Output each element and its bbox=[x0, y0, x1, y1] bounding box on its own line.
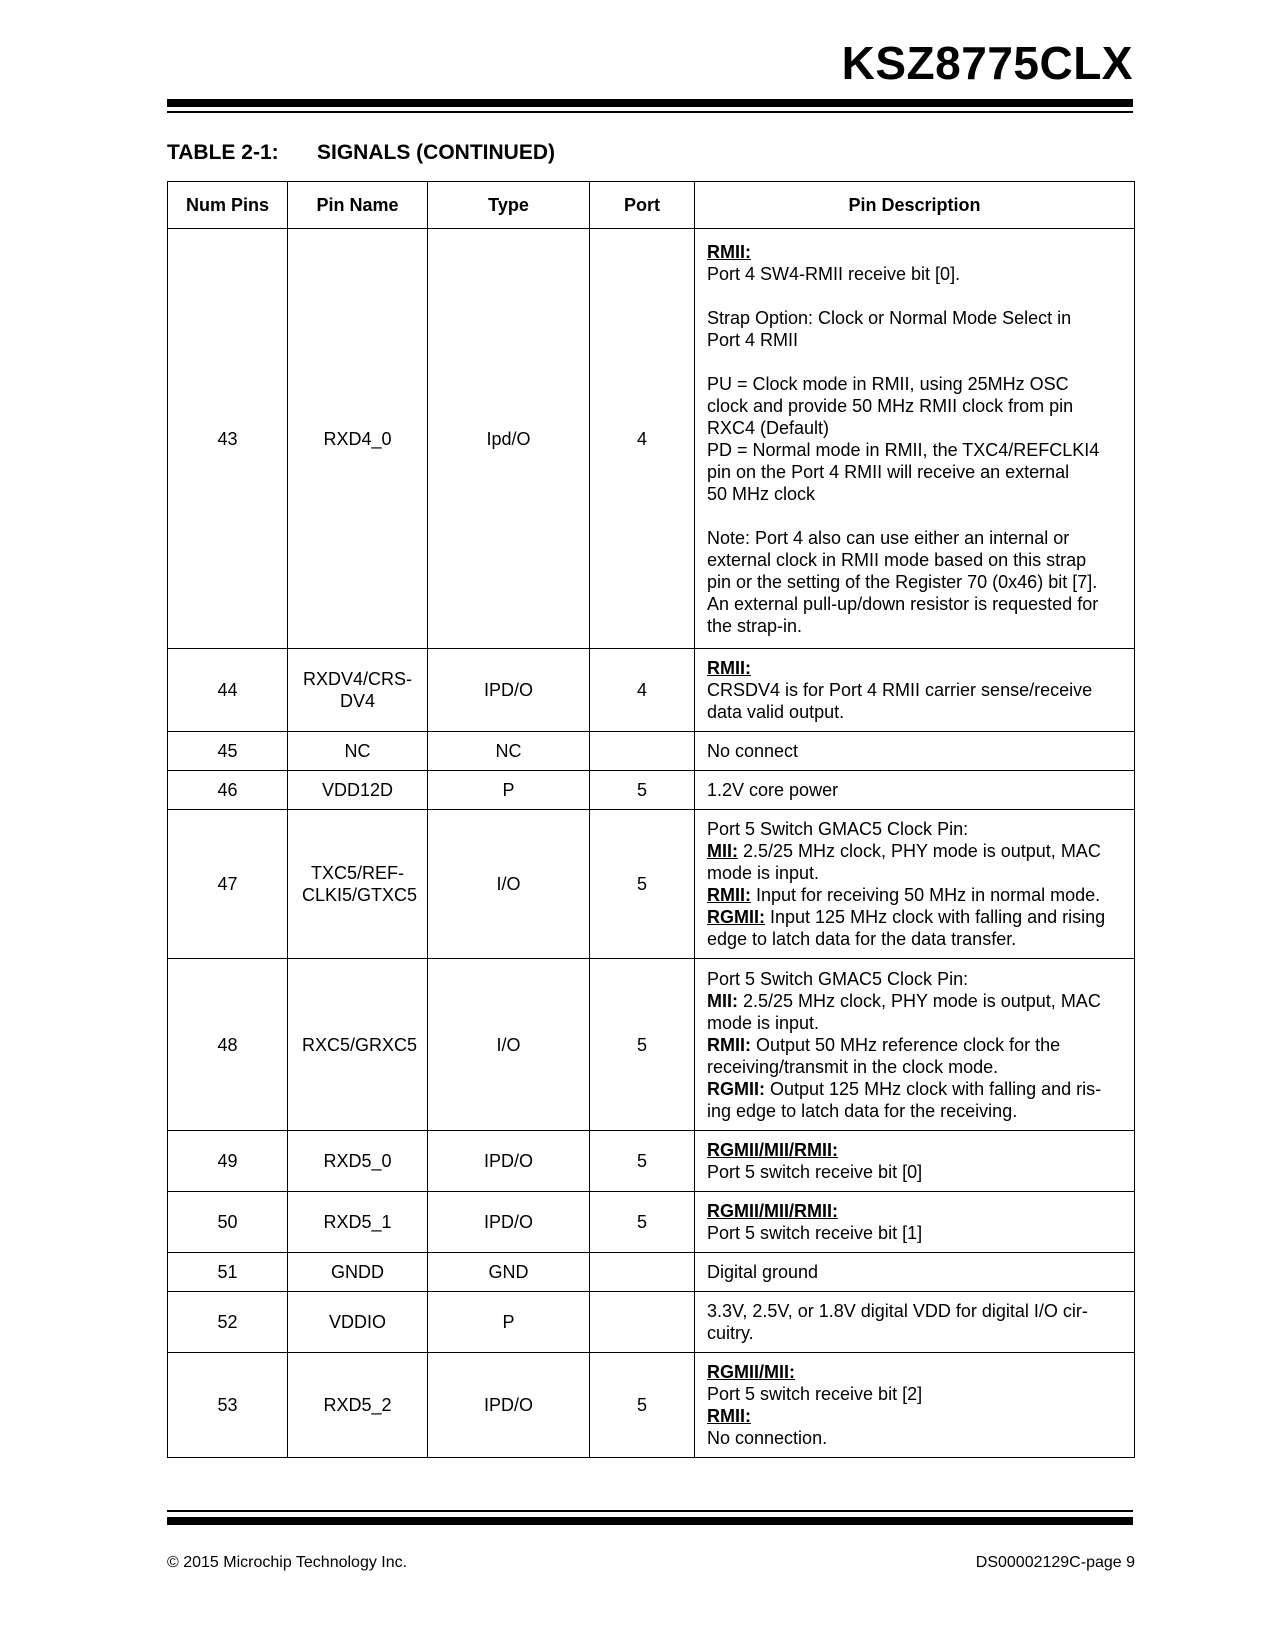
interface-label: RGMII: bbox=[707, 907, 765, 927]
port-cell bbox=[590, 1253, 695, 1292]
description-line: No connection. bbox=[707, 1428, 828, 1448]
description-line: external clock in RMII mode based on this strap bbox=[707, 549, 1087, 570]
pin-name-cell: TXC5/REF-CLKI5/GTXC5 bbox=[288, 810, 428, 959]
pin-name-cell: RXD5_0 bbox=[288, 1131, 428, 1192]
description-line: Port 5 switch receive bit [1] bbox=[707, 1223, 923, 1243]
description-line: No connect bbox=[707, 741, 799, 761]
description-text: Output 125 MHz clock with falling and ris- bbox=[765, 1078, 1102, 1099]
interface-label: MII: bbox=[707, 841, 738, 861]
pin-number-cell: 51 bbox=[168, 1253, 288, 1292]
table-row bbox=[168, 1131, 1135, 1192]
description-line: receiving/transmit in the clock mode. bbox=[707, 1056, 999, 1077]
document-title: KSZ8775CLX bbox=[841, 37, 1133, 89]
description-paragraph bbox=[707, 241, 1124, 285]
pin-description-cell bbox=[695, 959, 1135, 1131]
pin-type-cell: IPD/O bbox=[428, 1131, 590, 1192]
pin-name-cell: RXD4_0 bbox=[288, 229, 428, 649]
pin-name-cell: GNDD bbox=[288, 1253, 428, 1292]
table-row bbox=[168, 1192, 1135, 1253]
table-row bbox=[168, 959, 1135, 1131]
description-paragraph bbox=[707, 884, 1124, 906]
pin-name-cell: VDD12D bbox=[288, 771, 428, 810]
table-row bbox=[168, 1292, 1135, 1353]
description-line: 50 MHz clock bbox=[707, 483, 816, 504]
description-line: Port 5 Switch GMAC5 Clock Pin: bbox=[707, 968, 969, 989]
interface-label: RGMII/MII/RMII: bbox=[707, 1201, 838, 1221]
column-header-pin-name: Pin Name bbox=[288, 182, 428, 229]
port-cell: 5 bbox=[590, 1353, 695, 1458]
description-line: edge to latch data for the data transfer. bbox=[707, 929, 1017, 949]
pin-description-cell bbox=[695, 1292, 1135, 1353]
pin-description-cell bbox=[695, 810, 1135, 959]
description-paragraph bbox=[707, 1405, 1124, 1449]
pin-number-cell: 49 bbox=[168, 1131, 288, 1192]
description-line: PU = Clock mode in RMII, using 25MHz OSC bbox=[707, 373, 1069, 394]
description-line: PD = Normal mode in RMII, the TXC4/REFCLKI4 bbox=[707, 439, 1100, 460]
description-line: Port 4 SW4-RMII receive bit [0]. bbox=[707, 263, 961, 284]
description-line: Port 5 switch receive bit [0] bbox=[707, 1162, 923, 1182]
description-paragraph bbox=[707, 968, 1124, 990]
interface-label: RGMII/MII: bbox=[707, 1362, 795, 1382]
pin-name-cell: RXD5_1 bbox=[288, 1192, 428, 1253]
description-line: 3.3V, 2.5V, or 1.8V digital VDD for digital I/O cir- bbox=[707, 1301, 1088, 1321]
table-row bbox=[168, 1353, 1135, 1458]
port-cell bbox=[590, 1292, 695, 1353]
pin-number-cell: 47 bbox=[168, 810, 288, 959]
pin-type-cell: IPD/O bbox=[428, 1192, 590, 1253]
pin-type-cell: I/O bbox=[428, 810, 590, 959]
pin-number-cell: 44 bbox=[168, 649, 288, 732]
description-paragraph bbox=[707, 840, 1124, 884]
footer-copyright: © 2015 Microchip Technology Inc. bbox=[167, 1554, 408, 1571]
description-line: 1.2V core power bbox=[707, 780, 839, 800]
table-row bbox=[168, 732, 1135, 771]
interface-label: RMII: bbox=[707, 1406, 751, 1426]
description-text: 2.5/25 MHz clock, PHY mode is output, MAC bbox=[738, 841, 1101, 861]
table-header-row bbox=[168, 182, 1135, 229]
port-cell: 5 bbox=[590, 771, 695, 810]
description-text: Output 50 MHz reference clock for the bbox=[751, 1034, 1061, 1055]
table-number: TABLE 2-1: bbox=[167, 141, 279, 164]
description-line: mode is input. bbox=[707, 1012, 820, 1033]
pin-number-cell: 43 bbox=[168, 229, 288, 649]
column-header-num-pins: Num Pins bbox=[168, 182, 288, 229]
description-line: CRSDV4 is for Port 4 RMII carrier sense/receive bbox=[707, 680, 1093, 700]
pin-number-cell: 52 bbox=[168, 1292, 288, 1353]
description-paragraph bbox=[707, 1361, 1124, 1405]
table-row bbox=[168, 649, 1135, 732]
port-cell: 5 bbox=[590, 810, 695, 959]
description-line: Strap Option: Clock or Normal Mode Select in bbox=[707, 307, 1072, 328]
description-paragraph bbox=[707, 439, 1124, 505]
description-paragraph bbox=[707, 657, 1124, 723]
pin-description-cell bbox=[695, 229, 1135, 649]
pin-type-cell: P bbox=[428, 1292, 590, 1353]
description-text: 2.5/25 MHz clock, PHY mode is output, MAC bbox=[738, 990, 1101, 1011]
description-paragraph bbox=[707, 779, 1124, 801]
pin-number-cell: 50 bbox=[168, 1192, 288, 1253]
description-paragraph bbox=[707, 307, 1124, 351]
pin-number-cell: 48 bbox=[168, 959, 288, 1131]
pin-number-cell: 53 bbox=[168, 1353, 288, 1458]
description-line: the strap-in. bbox=[707, 615, 803, 636]
interface-label: RMII: bbox=[707, 885, 751, 905]
description-paragraph bbox=[707, 1200, 1124, 1244]
description-line: An external pull-up/down resistor is requested for bbox=[707, 593, 1099, 614]
port-cell: 4 bbox=[590, 649, 695, 732]
pin-type-cell: GND bbox=[428, 1253, 590, 1292]
footer-rule-thin bbox=[167, 1510, 1133, 1512]
header-rule-thick bbox=[167, 99, 1133, 107]
pin-name-cell: NC bbox=[288, 732, 428, 771]
pin-name-cell: RXC5/GRXC5 bbox=[288, 959, 428, 1131]
description-text: Input for receiving 50 MHz in normal mode. bbox=[751, 885, 1101, 905]
pin-number-cell: 46 bbox=[168, 771, 288, 810]
table-row bbox=[168, 1253, 1135, 1292]
pin-description-cell bbox=[695, 1253, 1135, 1292]
column-header-port: Port bbox=[590, 182, 695, 229]
pin-description-cell bbox=[695, 1131, 1135, 1192]
column-header-type: Type bbox=[428, 182, 590, 229]
table-caption bbox=[167, 141, 555, 165]
description-paragraph bbox=[707, 818, 1124, 840]
port-cell: 4 bbox=[590, 229, 695, 649]
pin-type-cell: P bbox=[428, 771, 590, 810]
interface-label: RMII: bbox=[707, 658, 751, 678]
pin-type-cell: IPD/O bbox=[428, 649, 590, 732]
table-row bbox=[168, 810, 1135, 959]
pin-description-cell bbox=[695, 1192, 1135, 1253]
table-row bbox=[168, 229, 1135, 649]
pin-type-cell: I/O bbox=[428, 959, 590, 1131]
pin-description-cell bbox=[695, 771, 1135, 810]
interface-label: RMII: bbox=[707, 241, 751, 262]
description-line: pin or the setting of the Register 70 (0x46) bit [7]. bbox=[707, 571, 1098, 592]
description-paragraph bbox=[707, 906, 1124, 950]
pin-description-cell bbox=[695, 732, 1135, 771]
pin-type-cell: NC bbox=[428, 732, 590, 771]
description-paragraph bbox=[707, 1261, 1124, 1283]
pin-description-cell bbox=[695, 649, 1135, 732]
description-line: Port 4 RMII bbox=[707, 329, 799, 350]
port-cell bbox=[590, 732, 695, 771]
pin-name-cell: VDDIO bbox=[288, 1292, 428, 1353]
description-line: ing edge to latch data for the receiving. bbox=[707, 1100, 1018, 1121]
footer-page-number: DS00002129C-page 9 bbox=[975, 1554, 1135, 1571]
description-paragraph bbox=[707, 740, 1124, 762]
header-rule-thin bbox=[167, 111, 1133, 113]
description-line: Port 5 Switch GMAC5 Clock Pin: bbox=[707, 819, 969, 839]
description-paragraph bbox=[707, 527, 1124, 637]
pin-name-cell: RXDV4/CRS-DV4 bbox=[288, 649, 428, 732]
description-paragraph bbox=[707, 1078, 1124, 1122]
interface-label: RGMII/MII/RMII: bbox=[707, 1140, 838, 1160]
description-paragraph bbox=[707, 1300, 1124, 1344]
description-paragraph bbox=[707, 1034, 1124, 1078]
port-cell: 5 bbox=[590, 1192, 695, 1253]
footer-rule-thick bbox=[167, 1517, 1133, 1525]
pin-type-cell: Ipd/O bbox=[428, 229, 590, 649]
description-line: data valid output. bbox=[707, 702, 845, 722]
port-cell: 5 bbox=[590, 959, 695, 1131]
pin-number-cell: 45 bbox=[168, 732, 288, 771]
column-header-pin-description: Pin Description bbox=[695, 182, 1135, 229]
description-line: mode is input. bbox=[707, 863, 820, 883]
description-line: clock and provide 50 MHz RMII clock from pin bbox=[707, 395, 1074, 416]
pin-type-cell: IPD/O bbox=[428, 1353, 590, 1458]
description-paragraph bbox=[707, 373, 1124, 439]
table-row bbox=[168, 771, 1135, 810]
description-line: RXC4 (Default) bbox=[707, 417, 830, 438]
interface-label: RGMII: bbox=[707, 1078, 765, 1099]
pin-description-cell bbox=[695, 1353, 1135, 1458]
description-paragraph bbox=[707, 990, 1124, 1034]
description-line: Digital ground bbox=[707, 1262, 819, 1282]
description-line: Port 5 switch receive bit [2] bbox=[707, 1384, 923, 1404]
description-line: pin on the Port 4 RMII will receive an external bbox=[707, 461, 1070, 482]
description-paragraph bbox=[707, 1139, 1124, 1183]
table-title: SIGNALS (CONTINUED) bbox=[317, 141, 555, 164]
description-line: cuitry. bbox=[707, 1323, 754, 1343]
description-text: Input 125 MHz clock with falling and rising bbox=[765, 907, 1106, 927]
interface-label: MII: bbox=[707, 990, 738, 1011]
interface-label: RMII: bbox=[707, 1034, 751, 1055]
port-cell: 5 bbox=[590, 1131, 695, 1192]
pin-name-cell: RXD5_2 bbox=[288, 1353, 428, 1458]
signals-table bbox=[167, 181, 1135, 1458]
description-line: Note: Port 4 also can use either an internal or bbox=[707, 527, 1070, 548]
